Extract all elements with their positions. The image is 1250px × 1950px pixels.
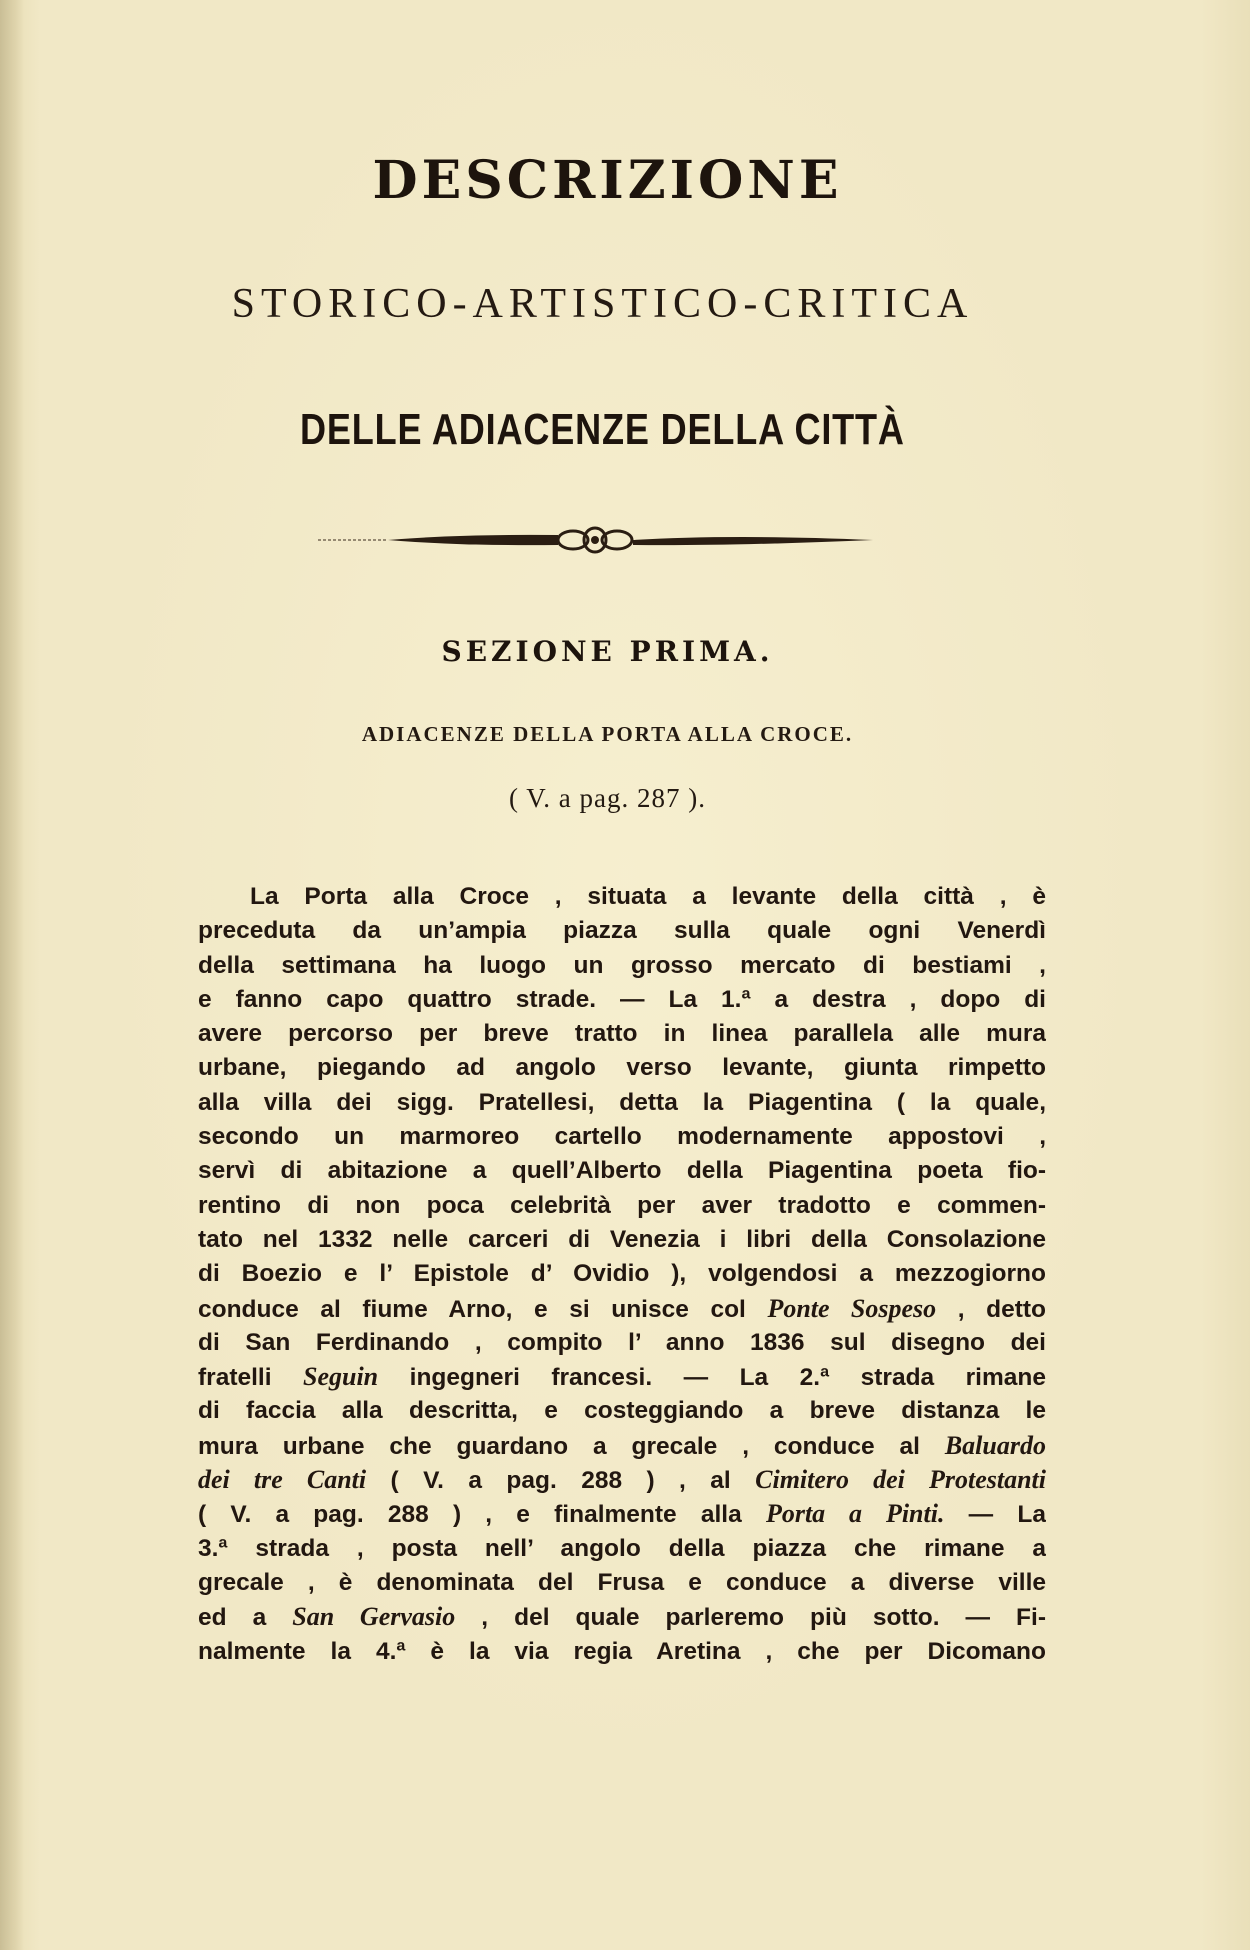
document-subtitle-2: DELLE ADIACENZE DELLA CITTÀ: [300, 405, 905, 454]
text-segment: La Porta alla Croce , situata a levante della città , è: [250, 883, 1046, 910]
text-line: [198, 1497, 1046, 1531]
document-title: DESCRIZIONE: [372, 150, 843, 211]
text-segment: alla villa dei sigg. Pratellesi, detta la Piagentina ( la quale,: [198, 1088, 1046, 1116]
text-segment: , del quale parleremo più sotto. — Fi-: [455, 1604, 1046, 1632]
text-segment: ( V. a pag. 288 ) , al: [366, 1467, 756, 1495]
text-segment: avere percorso per breve tratto in linea parallela alle mura: [198, 1020, 1046, 1048]
text-line: [198, 1326, 1046, 1360]
text-segment: rentino di non poca celebrità per aver tradotto e commen-: [198, 1191, 1046, 1219]
text-segment: — La: [944, 1501, 1046, 1529]
text-segment: ingegneri francesi. — La 2.ª strada rimane: [378, 1364, 1046, 1392]
text-line: [198, 1017, 1046, 1051]
text-segment: grecale , è denominata del Frusa e conduce a diverse ville: [198, 1568, 1046, 1596]
text-segment: ( V. a pag. 288 ) , e finalmente alla: [198, 1501, 766, 1529]
text-segment: preceduta da un’ampia piazza sulla quale ogni Venerdì: [198, 917, 1046, 945]
text-segment: nalmente la 4.ª è la via regia Aretina , che per Dicomano: [198, 1637, 1046, 1665]
italic-text: Ponte Sospeso: [767, 1293, 937, 1323]
text-line: [198, 1292, 1046, 1326]
ornamental-divider-icon: [318, 525, 873, 555]
text-segment: fratelli: [198, 1364, 303, 1392]
body-paragraph: [198, 880, 1046, 1669]
text-line: [198, 1120, 1046, 1154]
text-line: [198, 880, 1046, 914]
italic-text: Baluardo: [944, 1430, 1046, 1460]
text-line: [198, 949, 1046, 983]
text-segment: della settimana ha luogo un grosso mercato di bestiami ,: [198, 951, 1046, 979]
text-line: [198, 1189, 1046, 1223]
text-line: [198, 1086, 1046, 1120]
text-line: [198, 1154, 1046, 1188]
italic-text: Seguin: [303, 1362, 379, 1392]
text-line: [198, 1566, 1046, 1600]
text-segment: , detto: [936, 1295, 1046, 1323]
text-line: [198, 1429, 1046, 1463]
text-line: [198, 914, 1046, 948]
text-line: [198, 1463, 1046, 1497]
text-line: [198, 1532, 1046, 1566]
text-line: [198, 1635, 1046, 1669]
text-segment: secondo un marmoreo cartello modernamente appostovi ,: [198, 1123, 1046, 1151]
document-subtitle: STORICO-ARTISTICO-CRITICA: [231, 281, 974, 327]
italic-text: dei tre Canti: [198, 1465, 367, 1495]
text-segment: ed a: [198, 1604, 293, 1632]
text-segment: e fanno capo quattro strade. — La 1.ª a destra , dopo di: [198, 985, 1046, 1013]
text-line: [198, 1051, 1046, 1085]
text-segment: mura urbane che guardano a grecale , conduce al: [198, 1432, 945, 1460]
text-line: [198, 1223, 1046, 1257]
italic-text: San Gervasio: [292, 1602, 456, 1632]
text-line: [198, 1360, 1046, 1394]
text-segment: di Boezio e l’ Epistole d’ Ovidio ), volgendosi a mezzogiorno: [198, 1260, 1046, 1288]
section-heading: SEZIONE PRIMA.: [441, 635, 774, 668]
text-line: [198, 1600, 1046, 1634]
text-line: [198, 983, 1046, 1017]
italic-text: Porta a Pinti.: [765, 1499, 945, 1529]
text-line: [198, 1394, 1046, 1428]
text-segment: di San Ferdinando , compito l’ anno 1836 sul disegno dei: [198, 1328, 1046, 1356]
text-segment: di faccia alla descritta, e costeggiando a breve distanza le: [198, 1397, 1046, 1425]
text-segment: servì di abitazione a quell’Alberto della Piagentina poeta fio-: [198, 1157, 1046, 1185]
text-segment: 3.ª strada , posta nell’ angolo della piazza che rimane a: [198, 1534, 1046, 1562]
section-subheading: ADIACENZE DELLA PORTA ALLA CROCE.: [361, 722, 854, 746]
text-segment: tato nel 1332 nelle carceri di Venezia i libri della Consolazione: [198, 1225, 1046, 1253]
italic-text: Cimitero dei Protestanti: [755, 1465, 1046, 1495]
page-reference: ( V. a pag. 287 ).: [509, 783, 706, 813]
text-segment: conduce al fiume Arno, e si unisce col: [198, 1295, 768, 1323]
text-segment: urbane, piegando ad angolo verso levante, giunta rimpetto: [198, 1054, 1046, 1082]
text-line: [198, 1257, 1046, 1291]
